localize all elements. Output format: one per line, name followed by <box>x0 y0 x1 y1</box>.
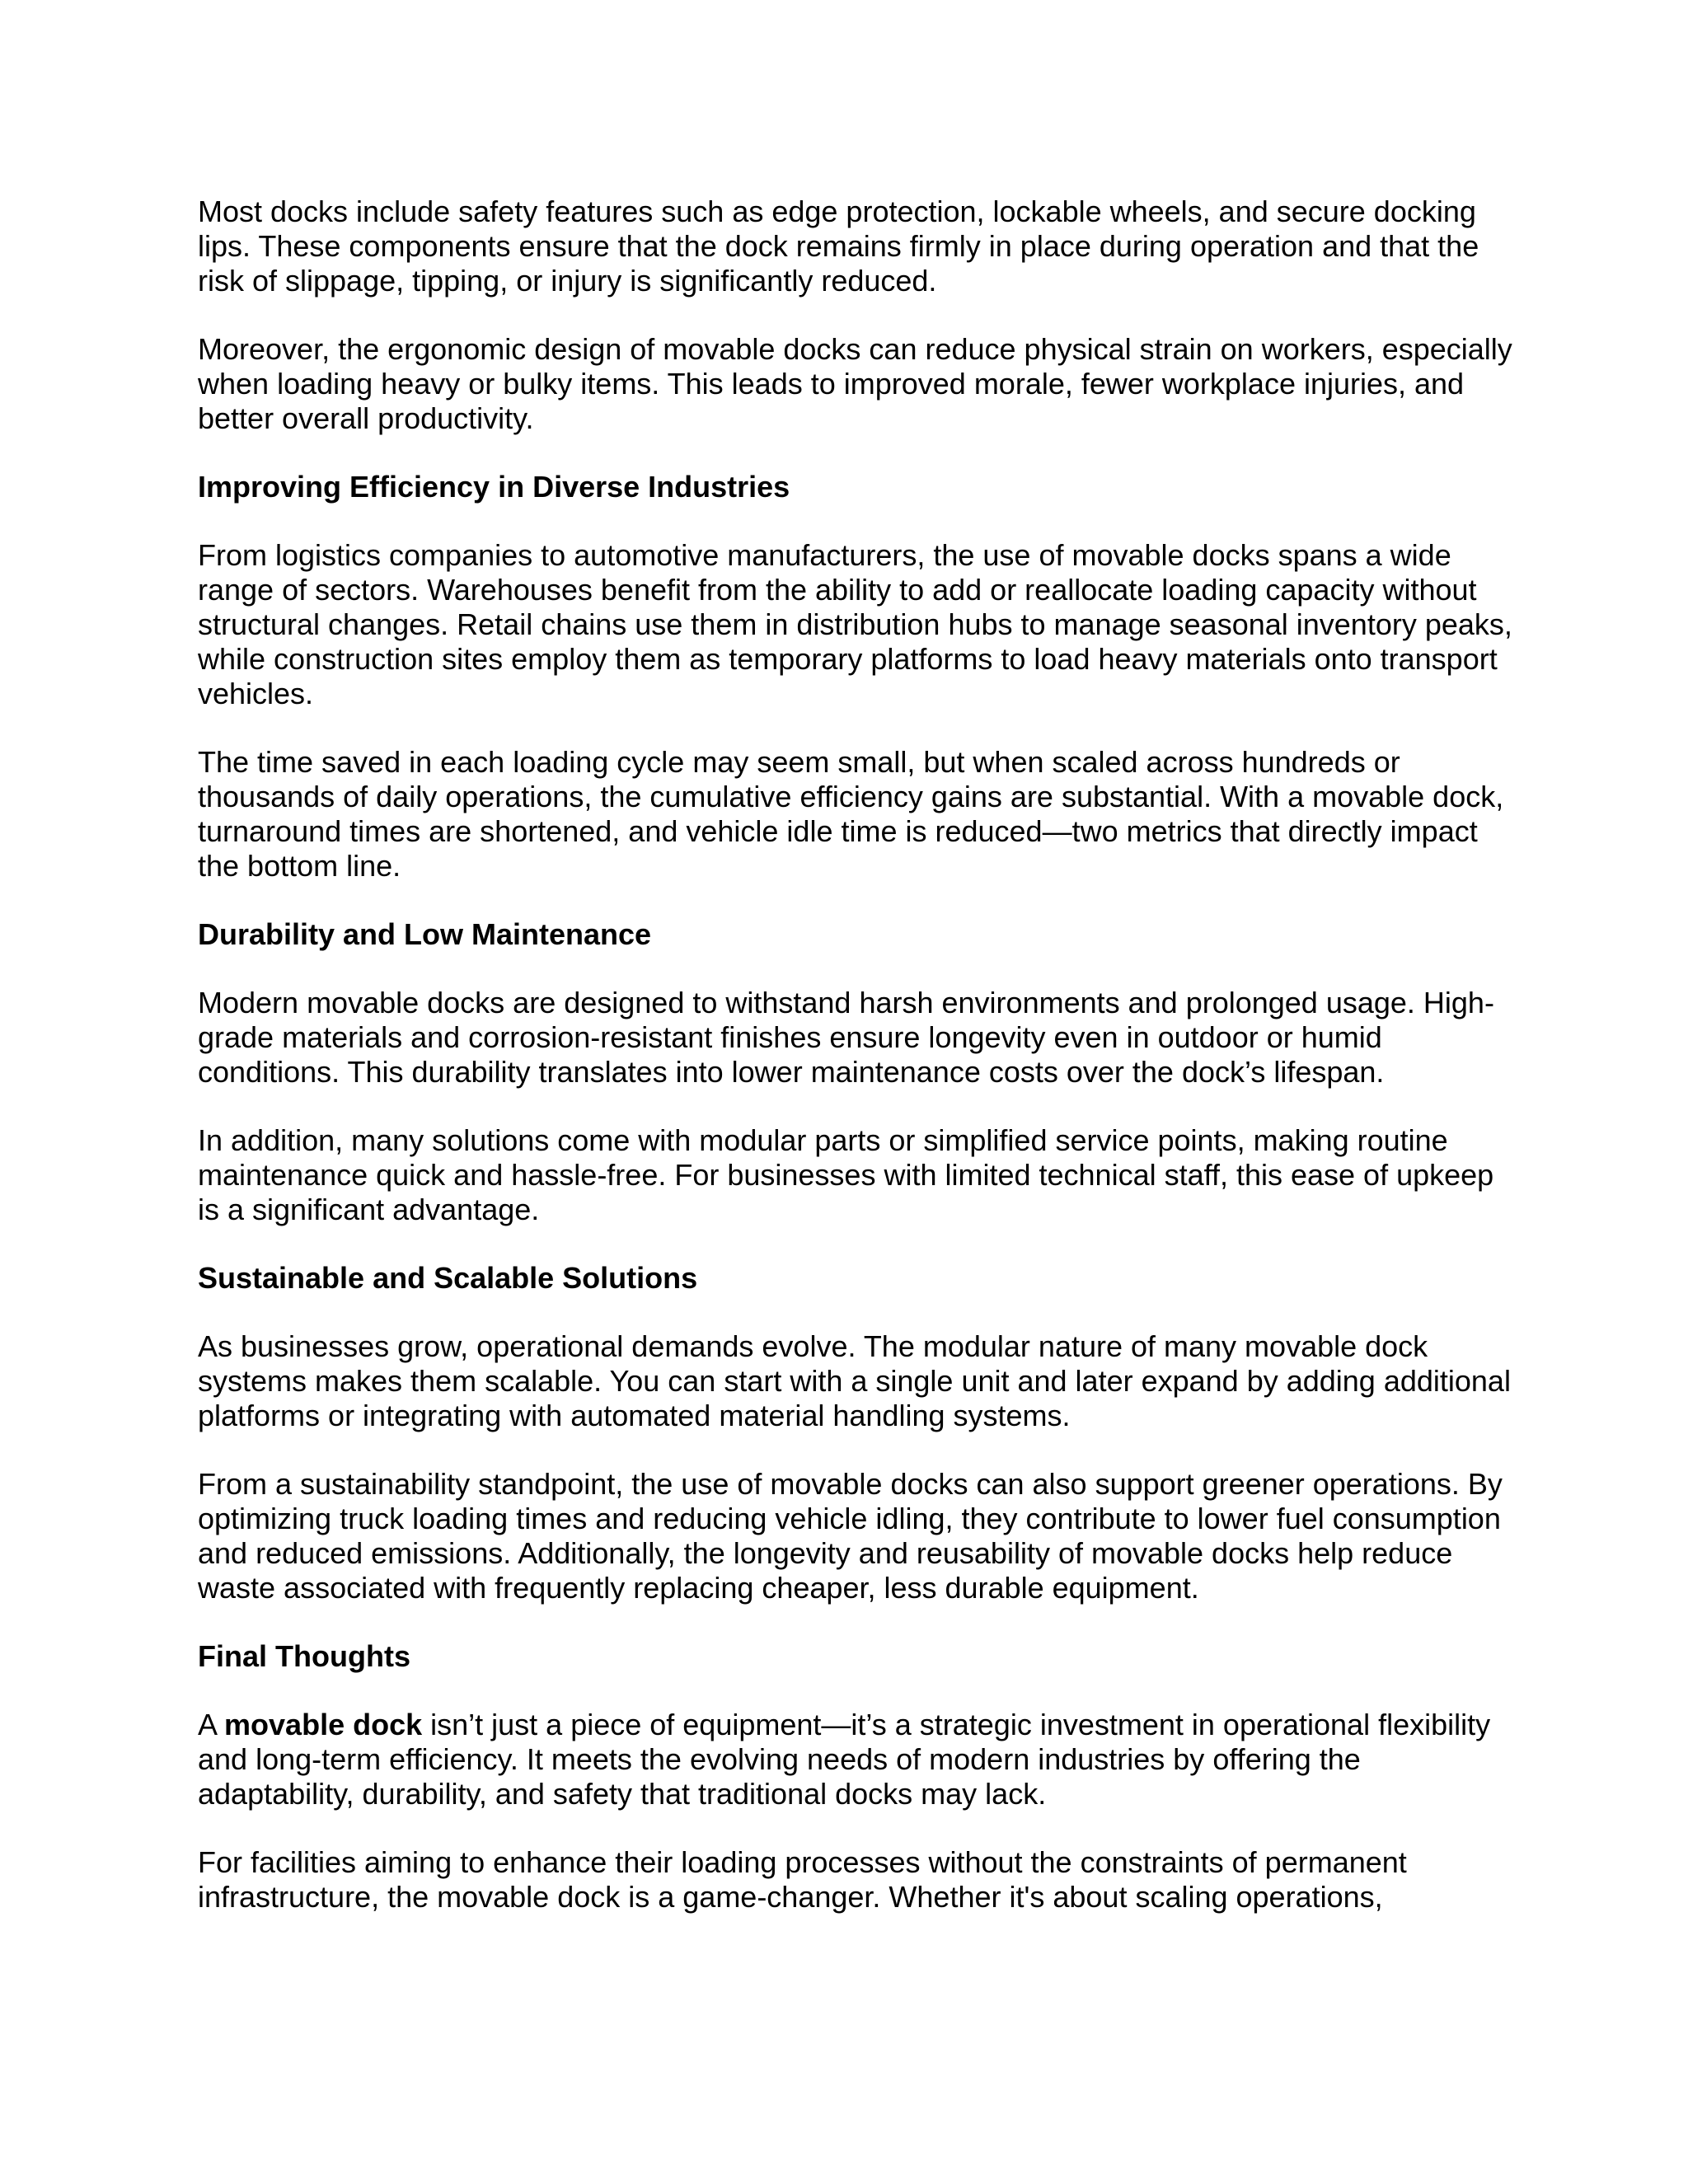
paragraph-time-saved: The time saved in each loading cycle may seem small, but when scaled across hundreds or thousands of daily operations, the cumulative efficiency gains are substantial. With a movable dock, turnaround times are shortened, and vehicle idle time is reduced—two metrics that directly impact the bottom line. <box>198 745 1504 883</box>
heading-durability: Durability and Low Maintenance <box>198 917 652 951</box>
document-body <box>198 194 1517 1948</box>
paragraph-business-growth: As businesses grow, operational demands evolve. The modular nature of many movable dock systems makes them scalable. You can start with a single unit and later expand by adding additional platforms or integrating with automated material handling systems. <box>198 1329 1511 1432</box>
paragraph-ergonomic-design: Moreover, the ergonomic design of movable docks can reduce physical strain on workers, especially when loading heavy or bulky items. This leads to improved morale, fewer workplace injuries, and better overall productivity. <box>198 332 1512 435</box>
text-run: isn’t just a piece of equipment—it’s a strategic investment in operational flexibility and long-term efficiency. It meets the evolving needs of modern industries by offering the adaptability, durability, and safety that traditional docks may lack. <box>198 1708 1491 1811</box>
heading-improving-efficiency: Improving Efficiency in Diverse Industries <box>198 470 790 504</box>
paragraph-modular-parts: In addition, many solutions come with modular parts or simplified service points, making routine maintenance quick and hassle-free. For businesses with limited technical staff, this ease of upkeep is a significant advantage. <box>198 1123 1494 1226</box>
text-run: A <box>198 1708 225 1741</box>
paragraph-modern-docks: Modern movable docks are designed to withstand harsh environments and prolonged usage. High-grade materials and corrosion-resistant finishes ensure longevity even in outdoor or humid conditions. This durability translates into lower maintenance costs over the dock’s lifespan. <box>198 986 1494 1089</box>
heading-sustainable: Sustainable and Scalable Solutions <box>198 1261 698 1295</box>
heading-final-thoughts: Final Thoughts <box>198 1639 410 1673</box>
paragraph-facilities: For facilities aiming to enhance their loading processes without the constraints of permanent infrastructure, the movable dock is a game-changer. Whether it's about scaling operations, <box>198 1845 1407 1914</box>
bold-term-movable-dock: movable dock <box>224 1708 423 1741</box>
paragraph-sustainability: From a sustainability standpoint, the use of movable docks can also support greener operations. By optimizing truck loading times and reducing vehicle idling, they contribute to lower fuel consumption and reduced emissions. Additionally, the longevity and reusability of movable docks help reduce waste associated with frequently replacing cheaper, less durable equipment. <box>198 1467 1503 1605</box>
paragraph-strategic-investment <box>198 1708 1517 1811</box>
paragraph-diverse-industries: From logistics companies to automotive manufacturers, the use of movable docks spans a wide range of sectors. Warehouses benefit from the ability to add or reallocate loading capacity without structural changes. Retail chains use them in distribution hubs to manage seasonal inventory peaks, while construction sites employ them as temporary platforms to load heavy materials onto transport vehicles. <box>198 538 1512 710</box>
paragraph-safety-features: Most docks include safety features such as edge protection, lockable wheels, and secure docking lips. These components ensure that the dock remains firmly in place during operation and that the risk of slippage, tipping, or injury is significantly reduced. <box>198 194 1479 298</box>
